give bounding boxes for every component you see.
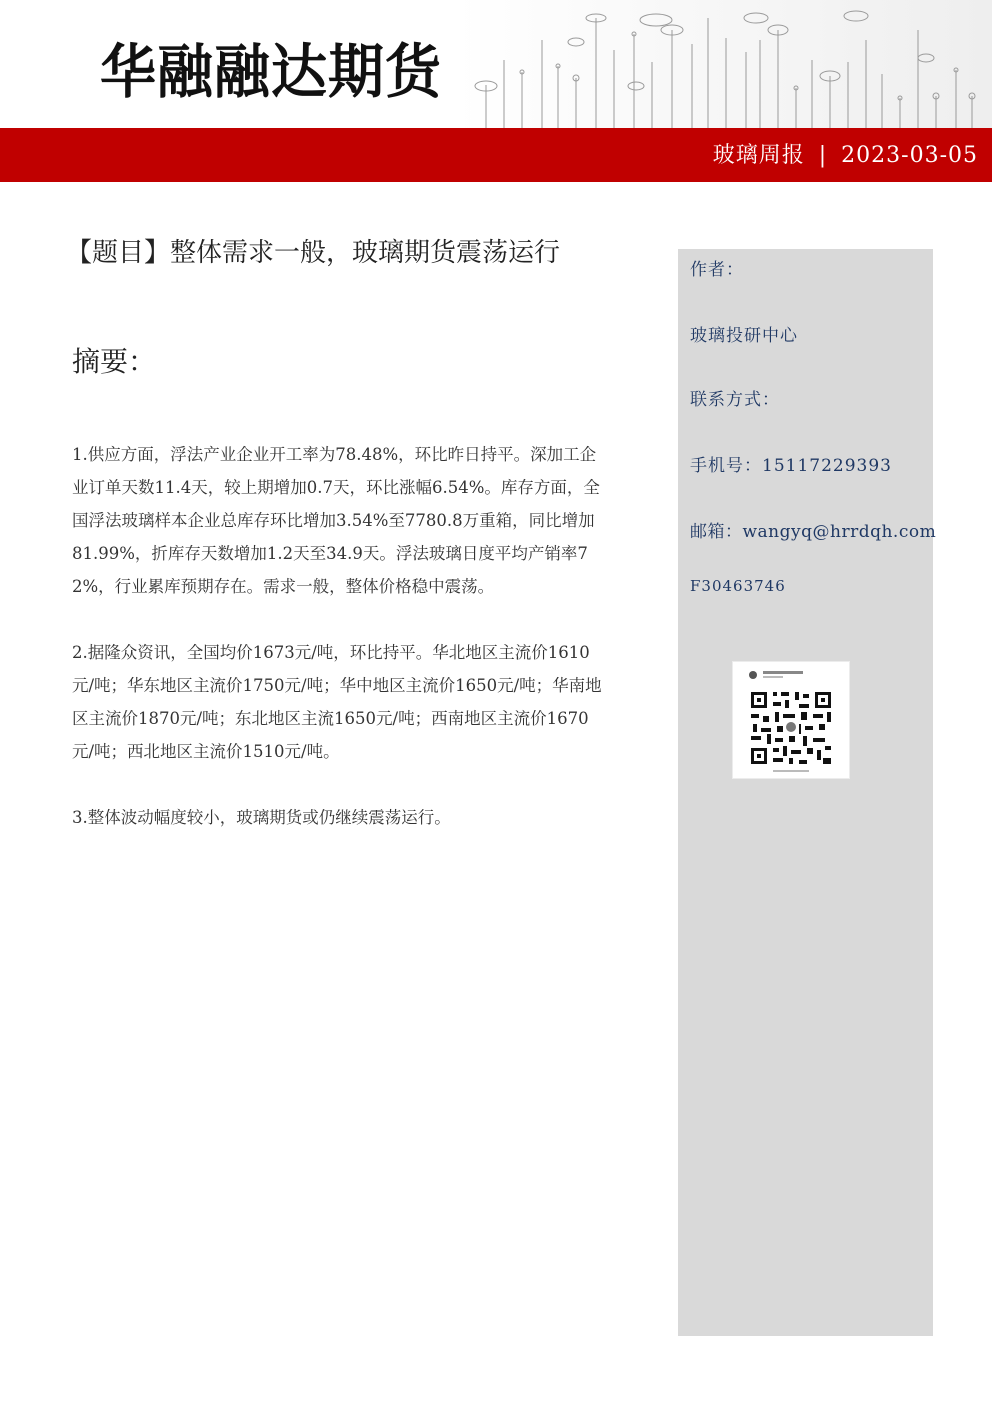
report-date: 2023-03-05 — [841, 143, 978, 168]
license-number: F30463746 — [690, 577, 786, 595]
qr-code-icon — [733, 662, 849, 778]
qr-code — [732, 661, 850, 779]
company-logo: 华融融达期货 — [100, 37, 442, 107]
author-sidebar — [678, 249, 937, 1336]
summary-paragraph-2: 2.据隆众资讯，全国均价1673元/吨，环比持平。华北地区主流价1610元/吨；华东地区主流价1750元/吨；华中地区主流价1650元/吨；华南地区主流价1870元/吨；东北地区主流1650元/吨；西南地区主流价1670元/吨；西北地区主流价1510元/吨。 — [72, 643, 602, 761]
report-meta — [713, 138, 978, 174]
summary-paragraph-3: 3.整体波动幅度较小，玻璃期货或仍继续震荡运行。 — [72, 808, 451, 827]
phone-number: 手机号：15117229393 — [690, 456, 892, 476]
meta-separator: | — [818, 143, 828, 168]
email-address: 邮箱：wangyq@hrrdqh.com — [690, 522, 937, 542]
page-header — [0, 0, 992, 128]
contact-label: 联系方式： — [690, 390, 780, 410]
summary-heading: 摘要： — [72, 345, 157, 378]
author-label: 作者： — [690, 260, 744, 280]
author-name: 玻璃投研中心 — [690, 326, 798, 346]
summary-body — [72, 438, 602, 867]
report-title: 【题目】整体需求一般，玻璃期货震荡运行 — [66, 238, 561, 268]
summary-paragraph-1: 1.供应方面，浮法产业企业开工率为78.48%，环比昨日持平。深加工企业订单天数11.4天，较上期增加0.7天，环比涨幅6.54%。库存方面，全国浮法玻璃样本企业总库存环比增加3.54%至7780.8万重箱，同比增加81.99%，折库存天数增加1.2天至34.9天。浮法玻璃日度平均产销率72%，行业累库预期存在。需求一般，整体价格稳中震荡。 — [72, 445, 600, 596]
report-name: 玻璃周报 — [712, 143, 805, 168]
decorative-lines-graphic — [456, 0, 992, 128]
